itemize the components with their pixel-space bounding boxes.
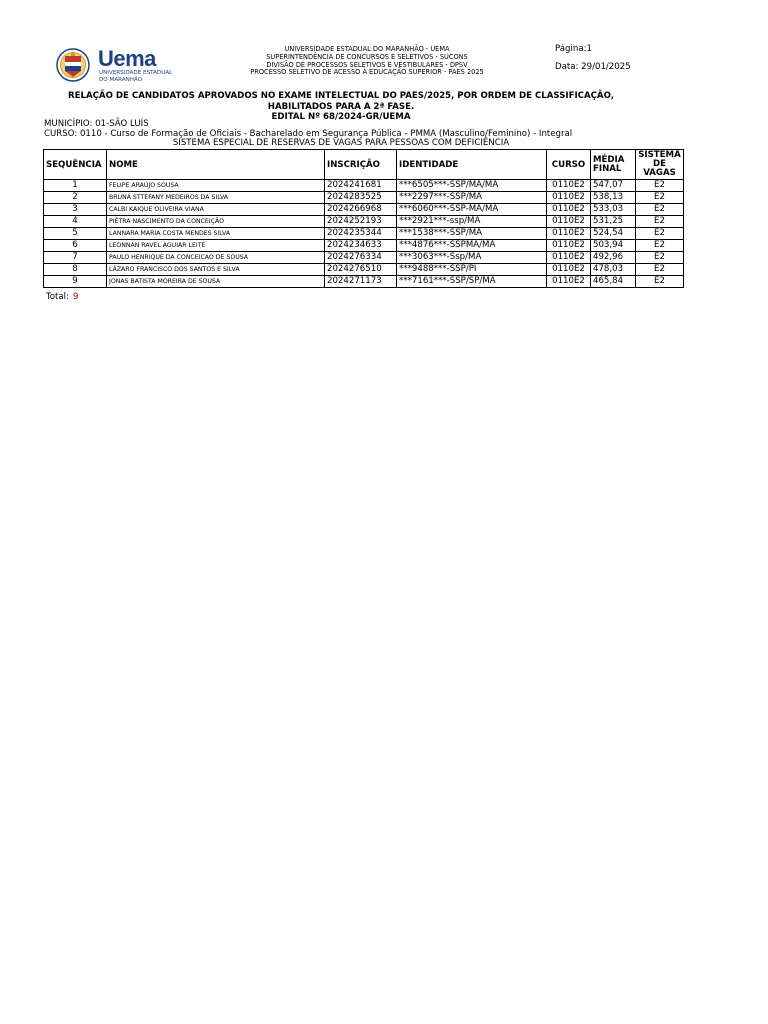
sistema-label: SISTEMA ESPECIAL DE RESERVAS DE VAGAS PARA PESSOAS COM DEFICIÊNCIA	[172, 138, 510, 148]
header-media-line-1: MÉDIA	[593, 154, 625, 165]
cell-identidade: ***2297***-SSP/MA	[397, 192, 547, 204]
cell-media: 492,96	[591, 252, 636, 264]
logo-subtext-line-2: DO MARANHÃO	[99, 76, 143, 83]
cell-curso: 0110E2	[547, 192, 591, 204]
header-curso: CURSO	[547, 150, 591, 180]
page-number: Página:1	[555, 44, 592, 54]
cell-identidade: ***2921***-ssp/MA	[397, 216, 547, 228]
cell-media: 524,54	[591, 228, 636, 240]
title-line: RELAÇÃO DE CANDIDATOS APROVADOS NO EXAME INTELECTUAL DO PAES/2025, POR ORDEM DE CLASSIFICAÇÃO,	[68, 91, 614, 101]
cell-sistema: E2	[636, 264, 684, 276]
cell-seq: 2	[44, 192, 107, 204]
cell-nome: PAULO HENRIQUE DA CONCEICAO DE SOUSA	[107, 252, 325, 264]
cell-sistema: E2	[636, 240, 684, 252]
institution-header	[220, 46, 514, 77]
header-sistema-line-2: DE	[652, 159, 666, 169]
table-row	[44, 276, 684, 288]
table-row	[44, 192, 684, 204]
cell-curso: 0110E2	[547, 228, 591, 240]
header-inscricao: INSCRIÇÃO	[325, 150, 397, 180]
cell-curso: 0110E2	[547, 240, 591, 252]
cell-identidade: ***4876***-SSPMA/MA	[397, 240, 547, 252]
cell-sistema: E2	[636, 204, 684, 216]
total-summary	[46, 292, 78, 302]
cell-media: 533,03	[591, 204, 636, 216]
cell-curso: 0110E2	[547, 252, 591, 264]
title-line: HABILITADOS PARA A 2ª FASE.	[267, 101, 415, 112]
cell-sistema: E2	[636, 180, 684, 192]
header-sistema-line-3: VAGAS	[643, 168, 676, 178]
header-identidade: IDENTIDADE	[397, 150, 547, 180]
cell-curso: 0110E2	[547, 204, 591, 216]
title-line: EDITAL Nº 68/2024-GR/UEMA	[271, 112, 411, 122]
candidates-table	[43, 149, 684, 288]
logo-subtext-line-1: UNIVERSIDADE ESTADUAL	[99, 70, 173, 76]
total-count: 9	[72, 292, 79, 302]
cell-seq: 8	[44, 264, 107, 276]
cell-sistema: E2	[636, 276, 684, 288]
header-nome: NOME	[107, 150, 325, 180]
cell-identidade: ***7161***-SSP/SP/MA	[397, 276, 547, 288]
cell-seq: 4	[44, 216, 107, 228]
table-row	[44, 228, 684, 240]
cell-nome: FELIPE ARAÚJO SOUSA	[107, 180, 325, 192]
header-sequencia: SEQUÊNCIA	[44, 150, 107, 180]
cell-sistema: E2	[636, 192, 684, 204]
cell-curso: 0110E2	[547, 180, 591, 192]
cell-identidade: ***1538***-SSP/MA	[397, 228, 547, 240]
header-sistema-line-1: SISTEMA	[638, 150, 681, 160]
cell-media: 538,13	[591, 192, 636, 204]
institution-line: UNIVERSIDADE ESTADUAL DO MARANHÃO - UEMA	[284, 45, 450, 53]
municipio-label: MUNICÍPIO: 01-SÃO LUÍS	[44, 119, 149, 129]
cell-curso: 0110E2	[547, 264, 591, 276]
cell-inscricao: 2024266968	[325, 204, 397, 216]
cell-curso: 0110E2	[547, 216, 591, 228]
table-row	[44, 264, 684, 276]
cell-identidade: ***9488***-SSP/PI	[397, 264, 547, 276]
cell-inscricao: 2024276510	[325, 264, 397, 276]
cell-inscricao: 2024276334	[325, 252, 397, 264]
cell-seq: 7	[44, 252, 107, 264]
cell-nome: LEONNAN RAVEL AGUIAR LEITE	[107, 240, 325, 252]
table-row	[44, 204, 684, 216]
cell-seq: 3	[44, 204, 107, 216]
cell-media: 503,94	[591, 240, 636, 252]
cell-seq: 1	[44, 180, 107, 192]
document-title	[40, 91, 642, 123]
cell-nome: LÁZARO FRANCISCO DOS SANTOS E SILVA	[107, 264, 325, 276]
cell-inscricao: 2024283525	[325, 192, 397, 204]
report-date: Data: 29/01/2025	[555, 62, 631, 72]
table-row	[44, 216, 684, 228]
cell-identidade: ***3063***-Ssp/MA	[397, 252, 547, 264]
cell-seq: 9	[44, 276, 107, 288]
cell-seq: 5	[44, 228, 107, 240]
header-media-line-2: FINAL	[593, 163, 622, 174]
cell-media: 531,25	[591, 216, 636, 228]
cell-inscricao: 2024241681	[325, 180, 397, 192]
cell-identidade: ***6060***-SSP-MA/MA	[397, 204, 547, 216]
cell-nome: LANNARA MARIA COSTA MENDES SILVA	[107, 228, 325, 240]
cell-inscricao: 2024235344	[325, 228, 397, 240]
header-media-final	[591, 150, 636, 180]
cell-sistema: E2	[636, 228, 684, 240]
table-row	[44, 252, 684, 264]
cell-nome: PIÊTRA NASCIMENTO DA CONCEIÇÃO	[107, 216, 325, 228]
curso-label: CURSO: 0110 - Curso de Formação de Oficiais - Bacharelado em Segurança Pública - PMMA (Masculino/Feminino) - Integral	[44, 129, 573, 139]
institution-line: SUPERINTENDÊNCIA DE CONCURSOS E SELETIVOS - SUCONS	[266, 52, 468, 61]
cell-inscricao: 2024252193	[325, 216, 397, 228]
cell-media: 547,07	[591, 180, 636, 192]
cell-nome: BRUNA STTEFANY MEDEIROS DA SILVA	[107, 192, 325, 204]
table-row	[44, 240, 684, 252]
cell-inscricao: 2024271173	[325, 276, 397, 288]
cell-media: 478,03	[591, 264, 636, 276]
cell-curso: 0110E2	[547, 276, 591, 288]
cell-nome: CALBI KAIQUE OLIVEIRA VIANA	[107, 204, 325, 216]
logo-subtext	[99, 70, 172, 83]
cell-media: 465,84	[591, 276, 636, 288]
table-row	[44, 180, 684, 192]
total-label: Total:	[46, 292, 69, 302]
cell-seq: 6	[44, 240, 107, 252]
cell-identidade: ***6505***-SSP/MA/MA	[397, 180, 547, 192]
institution-line: PROCESSO SELETIVO DE ACESSO À EDUCAÇÃO SUPERIOR - PAES 2025	[250, 68, 484, 77]
header-sistema-vagas	[636, 150, 684, 180]
cell-sistema: E2	[636, 252, 684, 264]
logo-wordmark: Uema	[98, 46, 156, 71]
cell-nome: JONAS BATISTA MOREIRA DE SOUSA	[107, 276, 325, 288]
uema-logo	[56, 44, 180, 86]
cell-sistema: E2	[636, 216, 684, 228]
cell-inscricao: 2024234633	[325, 240, 397, 252]
institution-line: DIVISÃO DE PROCESSOS SELETIVOS E VESTIBULARES - DPSV	[266, 60, 468, 69]
table-header-row	[44, 150, 684, 180]
